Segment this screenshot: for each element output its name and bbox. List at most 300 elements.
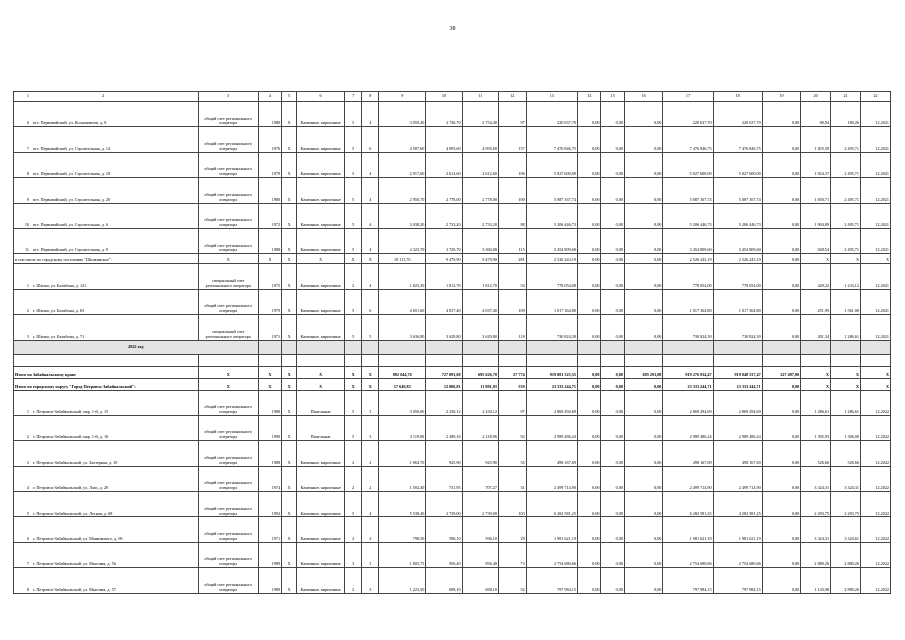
summary-cell: 0,00 xyxy=(577,254,601,264)
value-cell-21: 526,66 xyxy=(831,441,861,466)
account-type-cell: общий счет регионального оператора xyxy=(198,127,258,152)
value-cell-5: X xyxy=(282,466,297,491)
year-band-cell xyxy=(713,340,762,354)
account-type-cell: общий счет регионального оператора xyxy=(198,542,258,567)
summary-cell: X xyxy=(860,366,890,378)
value-cell-14: 0,00 xyxy=(577,203,601,228)
value-cell-17: 5 027 600,09 xyxy=(663,152,713,177)
value-cell-8: 6 xyxy=(362,127,379,152)
value-cell-7: 5 xyxy=(345,492,362,517)
value-cell-17: 2 754 680,66 xyxy=(663,542,713,567)
year-band-cell xyxy=(624,340,662,354)
account-type-cell: общий счет регионального оператора xyxy=(198,441,258,466)
value-cell-14: 0,00 xyxy=(577,152,601,177)
register-table xyxy=(13,91,891,594)
value-cell-20: 1 825,58 xyxy=(801,127,831,152)
account-type-cell: общий счет регионального оператора xyxy=(198,289,258,314)
empty-cell xyxy=(601,354,625,366)
value-cell-8: 4 xyxy=(362,264,379,289)
value-cell-11: 4 095,60 xyxy=(462,127,498,152)
value-cell-7: 2 xyxy=(345,441,362,466)
value-cell-21: 1 286,61 xyxy=(831,315,861,340)
value-cell-19: 0,00 xyxy=(762,441,800,466)
value-cell-6: Каменные, кирпичные xyxy=(297,568,345,593)
value-cell-5: X xyxy=(282,228,297,253)
house-address: г. Петровск-Забайкальский, ул. Мысовая, д. 56 xyxy=(33,561,116,567)
value-cell-10: 2 733,20 xyxy=(426,203,462,228)
value-cell-6: Каменные, кирпичные xyxy=(297,542,345,567)
house-address: г. Шилка, ул. Балябина, д. 121 xyxy=(33,282,87,288)
value-cell-19: 0,00 xyxy=(762,102,800,127)
summary-cell: 919 276 034,47 xyxy=(663,366,713,378)
value-cell-16: 0,00 xyxy=(624,264,662,289)
value-cell-8: 6 xyxy=(362,289,379,314)
value-cell-19: 0,00 xyxy=(762,289,800,314)
value-cell-5: X xyxy=(282,542,297,567)
empty-cell xyxy=(362,354,379,366)
value-cell-13: 3 454 809,60 xyxy=(526,228,577,253)
value-cell-12: 29 xyxy=(498,517,526,542)
column-number-cell: 10 xyxy=(426,92,462,102)
value-cell-4: 1972 xyxy=(258,203,282,228)
value-cell-16: 0,00 xyxy=(624,289,662,314)
value-cell-14: 0,00 xyxy=(577,517,601,542)
value-cell-4: 1980 xyxy=(258,178,282,203)
column-number: 2 xyxy=(101,93,105,99)
empty-cell xyxy=(801,354,831,366)
value-cell-4: 1976 xyxy=(258,127,282,152)
value-cell-8: 2 xyxy=(362,441,379,466)
summary-cell: 10 111,70 xyxy=(379,254,426,264)
value-cell-12: 97 xyxy=(498,390,526,415)
value-cell-19: 0,00 xyxy=(762,568,800,593)
value-cell-11: 698,10 xyxy=(462,568,498,593)
row-number: 9 xyxy=(26,196,29,202)
row-number: 1 xyxy=(26,282,29,288)
address-cell xyxy=(14,441,199,466)
value-cell-6: Каменные, кирпичные xyxy=(297,102,345,127)
address-cell xyxy=(14,203,199,228)
value-cell-18: 5 206 446,73 xyxy=(713,203,762,228)
summary-label: в том числе по городскому поселению "Шилкинское": xyxy=(14,254,199,264)
address-cell xyxy=(14,289,199,314)
value-cell-14: 0,00 xyxy=(577,178,601,203)
summary-cell: 0,00 xyxy=(624,254,662,264)
value-cell-13: 5 087 167,74 xyxy=(526,178,577,203)
column-number-row xyxy=(14,92,891,102)
house-address: г. Петровск-Забайкальский, ул. Лазо, д. 20 xyxy=(33,485,109,491)
value-cell-6: Каменные, кирпичные xyxy=(297,127,345,152)
empty-cell xyxy=(297,354,345,366)
value-cell-10: 2 778,00 xyxy=(426,178,462,203)
row-number: 10 xyxy=(24,222,29,228)
column-number-cell: 5 xyxy=(282,92,297,102)
column-number-cell: 22 xyxy=(860,92,890,102)
empty-cell xyxy=(379,354,426,366)
value-cell-7: 2 xyxy=(345,568,362,593)
value-cell-9: 5 538,40 xyxy=(379,492,426,517)
value-cell-19: 0,00 xyxy=(762,466,800,491)
value-cell-8: 3 xyxy=(362,542,379,567)
value-cell-15: 0,00 xyxy=(601,390,625,415)
value-cell-19: 0,00 xyxy=(762,264,800,289)
value-cell-5: X xyxy=(282,441,297,466)
value-cell-11: 4 037,40 xyxy=(462,289,498,314)
address-cell xyxy=(14,492,199,517)
value-cell-12: 106 xyxy=(498,152,526,177)
value-cell-7: 5 xyxy=(345,289,362,314)
value-cell-11: 2 739,00 xyxy=(462,492,498,517)
table-row xyxy=(14,542,891,567)
value-cell-9: 3 636,80 xyxy=(379,315,426,340)
value-cell-22: 12.2022 xyxy=(860,492,890,517)
summary-cell: 0,00 xyxy=(601,378,625,390)
value-cell-7: 3 xyxy=(345,542,362,567)
value-cell-15: 0,00 xyxy=(601,127,625,152)
value-cell-16: 0,00 xyxy=(624,415,662,440)
column-number-cell: 20 xyxy=(801,92,831,102)
column-number-cell: 18 xyxy=(713,92,762,102)
value-cell-11: 1 812,70 xyxy=(462,264,498,289)
district-total-row xyxy=(14,378,891,390)
value-cell-21: 2 495,71 xyxy=(831,127,861,152)
summary-cell: 0,00 xyxy=(601,366,625,378)
value-cell-8: 4 xyxy=(362,203,379,228)
value-cell-13: 797 984,15 xyxy=(526,568,577,593)
value-cell-6: Каменные, кирпичные xyxy=(297,152,345,177)
value-cell-4: 1988 xyxy=(258,228,282,253)
value-cell-18: 5 087 167,74 xyxy=(713,178,762,203)
summary-cell: 727 093,68 xyxy=(426,366,462,378)
value-cell-9: 4 651,60 xyxy=(379,289,426,314)
value-cell-17: 5 206 446,73 xyxy=(663,203,713,228)
summary-label: Итого по городскому округу "Город Петровск-Забайкальский": xyxy=(14,378,199,390)
table-row xyxy=(14,441,891,466)
year-band-cell xyxy=(526,340,577,354)
summary-cell: 882 644,76 xyxy=(379,366,426,378)
value-cell-11: 2 230,12 xyxy=(462,390,498,415)
value-cell-16: 0,00 xyxy=(624,127,662,152)
value-cell-8: 3 xyxy=(362,568,379,593)
value-cell-15: 0,00 xyxy=(601,415,625,440)
value-cell-14: 0,00 xyxy=(577,102,601,127)
value-cell-7: 2 xyxy=(345,517,362,542)
value-cell-22: 12.2021 xyxy=(860,178,890,203)
value-cell-19: 0,00 xyxy=(762,203,800,228)
value-cell-11: 707,27 xyxy=(462,466,498,491)
table-row xyxy=(14,264,891,289)
value-cell-20: 928,54 xyxy=(801,228,831,253)
value-cell-17: 778 054,00 xyxy=(663,264,713,289)
row-number: 3 xyxy=(26,459,29,465)
column-number-cell: 6 xyxy=(297,92,345,102)
value-cell-11: 2 733,20 xyxy=(462,203,498,228)
year-band-cell xyxy=(282,340,297,354)
year-band-cell xyxy=(831,340,861,354)
value-cell-13: 1 981 621,19 xyxy=(526,517,577,542)
value-cell-9: 2 950,70 xyxy=(379,178,426,203)
value-cell-6: Каменные, кирпичные xyxy=(297,264,345,289)
value-cell-15: 0,00 xyxy=(601,228,625,253)
summary-cell: X xyxy=(258,254,282,264)
value-cell-12: 97 xyxy=(498,102,526,127)
value-cell-16: 0,00 xyxy=(624,102,662,127)
value-cell-17: 1 017 364,80 xyxy=(663,289,713,314)
value-cell-22: 12.2021 xyxy=(860,228,890,253)
value-cell-18: 2 499 714,90 xyxy=(713,466,762,491)
value-cell-18: 1 017 364,80 xyxy=(713,289,762,314)
value-cell-13: 220 637,70 xyxy=(526,102,577,127)
value-cell-4: 1979 xyxy=(258,289,282,314)
summary-cell: 0,00 xyxy=(601,254,625,264)
account-type-cell: специальный счет регионального оператора xyxy=(198,315,258,340)
value-cell-18: 498 167,69 xyxy=(713,441,762,466)
value-cell-19: 0,00 xyxy=(762,415,800,440)
value-cell-14: 0,00 xyxy=(577,415,601,440)
account-type-cell: общий счет регионального оператора xyxy=(198,102,258,127)
value-cell-4: 1989 xyxy=(258,542,282,567)
value-cell-4: 1989 xyxy=(258,568,282,593)
value-cell-18: 2 754 680,66 xyxy=(713,542,762,567)
value-cell-4: 1979 xyxy=(258,152,282,177)
value-cell-10: 2 736,70 xyxy=(426,102,462,127)
value-cell-11: 3 629,80 xyxy=(462,315,498,340)
row-number: 7 xyxy=(26,561,29,567)
table-row xyxy=(14,315,891,340)
value-cell-20: 429,22 xyxy=(801,264,831,289)
value-cell-6: Каменные, кирпичные xyxy=(297,315,345,340)
address-cell xyxy=(14,178,199,203)
value-cell-19: 0,00 xyxy=(762,492,800,517)
value-cell-4: 1992 xyxy=(258,492,282,517)
value-cell-21: 1 233,12 xyxy=(831,264,861,289)
value-cell-13: 5 027 600,09 xyxy=(526,152,577,177)
value-cell-21: 1 286,61 xyxy=(831,390,861,415)
value-cell-21: 2 880,26 xyxy=(831,542,861,567)
row-number: 1 xyxy=(26,409,29,414)
value-cell-18: 2 869 294,69 xyxy=(713,390,762,415)
value-cell-22: 12.2022 xyxy=(860,390,890,415)
summary-cell: 23 333 244,71 xyxy=(526,378,577,390)
value-cell-14: 0,00 xyxy=(577,264,601,289)
value-cell-9: 3 038,20 xyxy=(379,203,426,228)
column-number-cell: 16 xyxy=(624,92,662,102)
account-type-cell: общий счет регионального оператора xyxy=(198,203,258,228)
value-cell-11: 596,10 xyxy=(462,517,498,542)
value-cell-19: 0,00 xyxy=(762,517,800,542)
value-cell-13: 498 167,69 xyxy=(526,441,577,466)
value-cell-14: 0,00 xyxy=(577,289,601,314)
value-cell-11: 2 778,00 xyxy=(462,178,498,203)
summary-cell: 227 497,00 xyxy=(762,366,800,378)
value-cell-10: 945,90 xyxy=(426,441,462,466)
value-cell-10: 2 289,16 xyxy=(426,415,462,440)
value-cell-20: 1 924,37 xyxy=(801,152,831,177)
value-cell-15: 0,00 xyxy=(601,102,625,127)
value-cell-7: 2 xyxy=(345,264,362,289)
value-cell-4: 1980 xyxy=(258,102,282,127)
value-cell-14: 0,00 xyxy=(577,390,601,415)
value-cell-6: Каменные, кирпичные xyxy=(297,203,345,228)
value-cell-20: 1 305,93 xyxy=(801,415,831,440)
value-cell-15: 0,00 xyxy=(601,203,625,228)
house-address: г. Петровск-Забайкальский, ул. Заозерная, д. 10 xyxy=(33,459,118,465)
value-cell-13: 5 206 446,73 xyxy=(526,203,577,228)
summary-cell: 605 291,08 xyxy=(624,366,662,378)
value-cell-6: Каменные, кирпичные xyxy=(297,492,345,517)
value-cell-18: 797 984,15 xyxy=(713,568,762,593)
table-row xyxy=(14,466,891,491)
value-cell-17: 220 637,70 xyxy=(663,102,713,127)
value-cell-22: 12.2021 xyxy=(860,203,890,228)
value-cell-5: X xyxy=(282,203,297,228)
value-cell-19: 0,00 xyxy=(762,152,800,177)
summary-cell: 919 048 537,47 xyxy=(713,366,762,378)
value-cell-5: X xyxy=(282,102,297,127)
value-cell-9: 1 502,40 xyxy=(379,466,426,491)
value-cell-9: 3 059,40 xyxy=(379,102,426,127)
summary-cell: X xyxy=(258,378,282,390)
summary-cell: X xyxy=(362,378,379,390)
summary-cell: X xyxy=(860,254,890,264)
column-number-cell: 8 xyxy=(362,92,379,102)
value-cell-9: 1 064,70 xyxy=(379,441,426,466)
value-cell-22: 12.2021 xyxy=(860,127,890,152)
value-cell-12: 100 xyxy=(498,178,526,203)
summary-cell: X xyxy=(198,366,258,378)
spacer-row xyxy=(14,354,891,366)
value-cell-19: 0,00 xyxy=(762,542,800,567)
value-cell-17: 2 499 714,90 xyxy=(663,466,713,491)
address-cell xyxy=(14,415,199,440)
value-cell-16: 0,00 xyxy=(624,441,662,466)
value-cell-6: Панельные xyxy=(297,415,345,440)
summary-cell: 919 881 325,55 xyxy=(526,366,577,378)
account-type-cell: общий счет регионального оператора xyxy=(198,568,258,593)
value-cell-22: 12.2022 xyxy=(860,517,890,542)
value-cell-11: 945,90 xyxy=(462,441,498,466)
value-cell-10: 4 037,40 xyxy=(426,289,462,314)
value-cell-13: 2 754 680,66 xyxy=(526,542,577,567)
value-cell-8: 4 xyxy=(362,102,379,127)
value-cell-18: 220 637,70 xyxy=(713,102,762,127)
summary-cell: X xyxy=(282,378,297,390)
value-cell-15: 0,00 xyxy=(601,466,625,491)
address-cell xyxy=(14,152,199,177)
value-cell-5: X xyxy=(282,289,297,314)
value-cell-4: 1971 xyxy=(258,517,282,542)
value-cell-14: 0,00 xyxy=(577,127,601,152)
address-cell xyxy=(14,228,199,253)
empty-cell xyxy=(663,354,713,366)
column-number-cell xyxy=(14,92,199,102)
value-cell-5: X xyxy=(282,517,297,542)
value-cell-18: 7 476 846,75 xyxy=(713,127,762,152)
value-cell-13: 6 282 581,25 xyxy=(526,492,577,517)
value-cell-22: 12.2021 xyxy=(860,315,890,340)
value-cell-20: 1 143,08 xyxy=(801,568,831,593)
value-cell-12: 157 xyxy=(498,127,526,152)
value-cell-7: 5 xyxy=(345,127,362,152)
summary-cell: X xyxy=(345,366,362,378)
address-cell xyxy=(14,568,199,593)
summary-cell: 695 626,70 xyxy=(462,366,498,378)
account-type-cell: общий счет регионального оператора xyxy=(198,415,258,440)
year-band-cell xyxy=(577,340,601,354)
value-cell-14: 0,00 xyxy=(577,542,601,567)
year-band-cell xyxy=(362,340,379,354)
value-cell-14: 0,00 xyxy=(577,568,601,593)
table-row xyxy=(14,289,891,314)
value-cell-20: 3 324,31 xyxy=(801,466,831,491)
summary-cell: X xyxy=(282,254,297,264)
value-cell-16: 0,00 xyxy=(624,203,662,228)
table-row xyxy=(14,517,891,542)
value-cell-7: 5 xyxy=(345,415,362,440)
value-cell-16: 0,00 xyxy=(624,517,662,542)
value-cell-11: 3 360,00 xyxy=(462,228,498,253)
value-cell-14: 0,00 xyxy=(577,315,601,340)
summary-cell: X xyxy=(362,366,379,378)
summary-cell: 23 333 244,71 xyxy=(713,378,762,390)
summary-cell: 0,00 xyxy=(577,378,601,390)
summary-cell: 2 526 243,19 xyxy=(663,254,713,264)
summary-cell: X xyxy=(831,366,861,378)
value-cell-10: 2 612,60 xyxy=(426,152,462,177)
house-address: пгт. Первомайский, ул. Строительная, д. 6 xyxy=(33,222,108,228)
account-type-cell: общий счет регионального оператора xyxy=(198,466,258,491)
value-cell-12: 109 xyxy=(498,289,526,314)
value-cell-18: 730 824,39 xyxy=(713,315,762,340)
summary-cell: 0,00 xyxy=(762,254,800,264)
value-cell-18: 778 054,00 xyxy=(713,264,762,289)
house-address: г. Петровск-Забайкальский, ул. Лесная, д. 68 xyxy=(33,510,113,516)
summary-cell: X xyxy=(801,254,831,264)
summary-cell: 9 479,90 xyxy=(462,254,498,264)
value-cell-10: 2 230,12 xyxy=(426,390,462,415)
summary-cell: X xyxy=(860,378,890,390)
empty-cell xyxy=(713,354,762,366)
value-cell-9: 3 050,00 xyxy=(379,390,426,415)
value-cell-13: 778 054,00 xyxy=(526,264,577,289)
summary-cell: 0,00 xyxy=(624,378,662,390)
value-cell-15: 0,00 xyxy=(601,264,625,289)
year-band-cell xyxy=(860,340,890,354)
value-cell-19: 0,00 xyxy=(762,228,800,253)
value-cell-9: 798,50 xyxy=(379,517,426,542)
row-number: 2 xyxy=(26,434,29,440)
house-address: пгт. Первомайский, ул. Строительная, д. 14 xyxy=(33,145,111,151)
table-row xyxy=(14,228,891,253)
empty-cell xyxy=(462,354,498,366)
value-cell-16: 0,00 xyxy=(624,492,662,517)
value-cell-13: 2 869 294,69 xyxy=(526,390,577,415)
summary-cell: X xyxy=(258,366,282,378)
value-cell-12: 88 xyxy=(498,203,526,228)
value-cell-8: 4 xyxy=(362,178,379,203)
value-cell-18: 2 989 486,24 xyxy=(713,415,762,440)
value-cell-22: 12.2021 xyxy=(860,289,890,314)
house-address: пгт. Первомайский, ул. Космонавтов, д. 8 xyxy=(33,120,107,126)
value-cell-6: Каменные, кирпичные xyxy=(297,228,345,253)
address-cell xyxy=(14,315,199,340)
value-cell-8: 2 xyxy=(362,517,379,542)
empty-cell xyxy=(282,354,297,366)
value-cell-21: 1 561,00 xyxy=(831,289,861,314)
value-cell-21: 2 293,75 xyxy=(831,492,861,517)
value-cell-6: Каменные, кирпичные xyxy=(297,289,345,314)
summary-cell: X xyxy=(297,254,345,264)
